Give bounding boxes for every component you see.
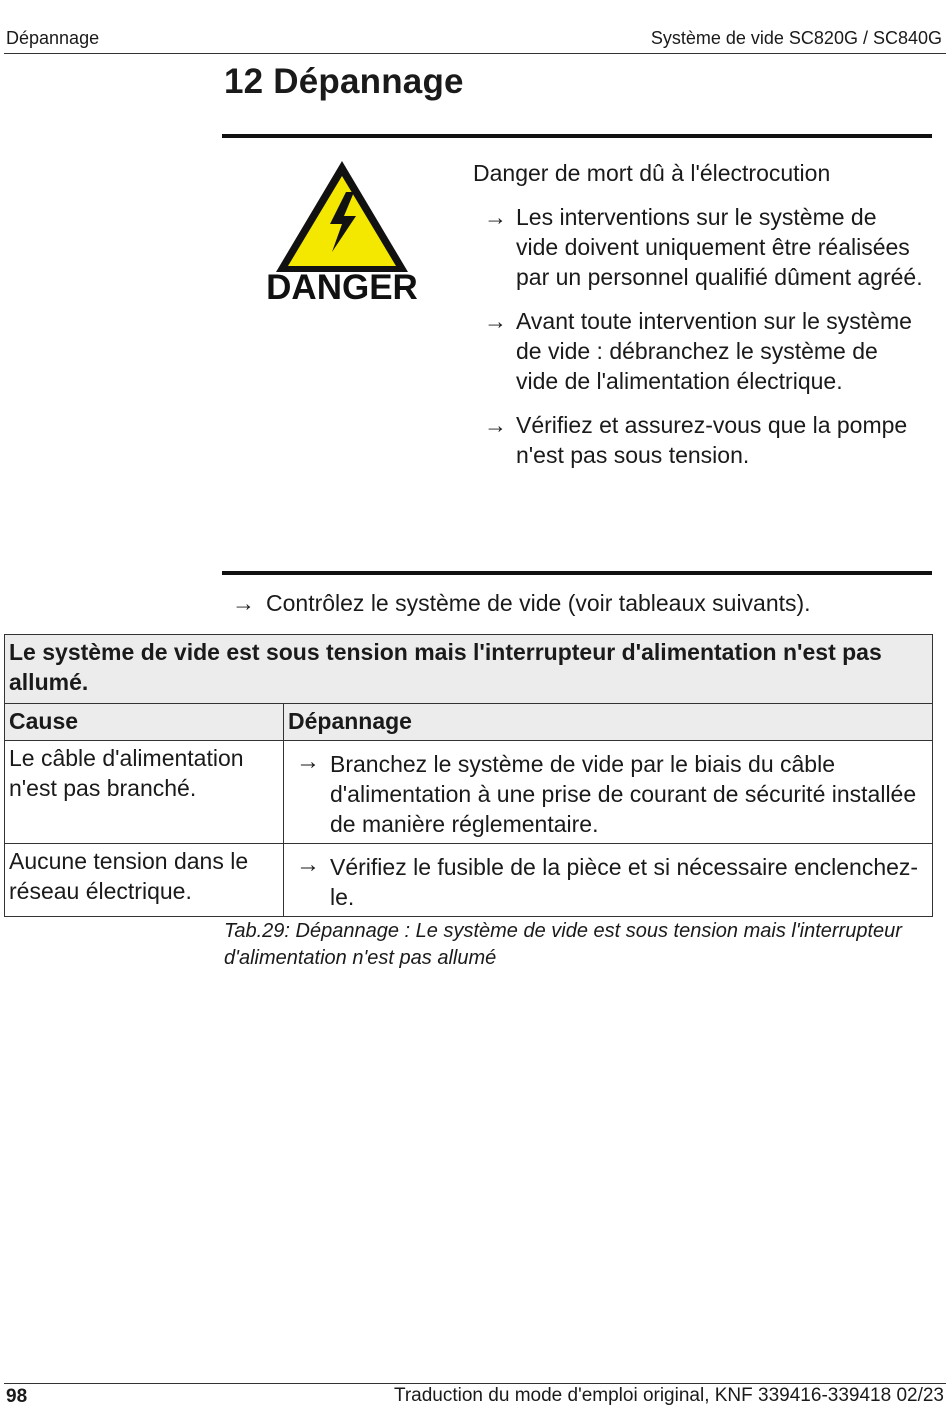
remedy-step <box>288 846 928 912</box>
table-caption: Tab.29: Dépannage : Le système de vide est sous tension mais l'interrupteur d'alimentation n'est pas allumé <box>224 920 902 969</box>
cause-cell: Le câble d'alimentation n'est pas branché. <box>5 741 284 844</box>
safety-measures-list <box>484 202 924 484</box>
remedy-cell <box>284 741 933 844</box>
table-row <box>5 844 933 917</box>
safety-measure-text: Vérifiez et assurez-vous que la pompe n'est pas sous tension. <box>516 412 908 468</box>
table-problem-heading: Le système de vide est sous tension mais l'interrupteur d'alimentation n'est pas allumé. <box>5 635 933 704</box>
remedy-step <box>288 743 928 839</box>
arrow-right-icon: → <box>296 851 320 878</box>
header-product-name: Système de vide SC820G / SC840G <box>650 28 942 48</box>
arrow-right-icon: → <box>232 590 255 616</box>
warning-title: Danger de mort dû à l'électrocution <box>473 160 831 186</box>
table-header-row <box>5 704 933 741</box>
arrow-right-icon: → <box>296 748 320 775</box>
cause-cell: Aucune tension dans le réseau électrique. <box>5 844 284 917</box>
footer-document-reference: Traduction du mode d'emploi original, KNF 339416-339418 02/23 <box>393 1385 944 1406</box>
remedy-text: Vérifiez le fusible de la pièce et si nécessaire enclenchez-le. <box>330 854 919 910</box>
table-caption-row <box>5 635 933 704</box>
instruction-text: Contrôlez le système de vide (voir tableaux suivants). <box>266 590 811 616</box>
header-section-title: Dépannage <box>6 28 100 48</box>
safety-measure-text: Avant toute intervention sur le système de vide : débranchez le système de vide de l'alimentation électrique. <box>516 308 912 394</box>
list-item <box>484 410 924 470</box>
warning-top-rule <box>222 134 932 138</box>
list-item <box>484 202 924 292</box>
table-row <box>5 741 933 844</box>
footer-divider <box>4 1383 946 1384</box>
remedy-cell <box>284 844 933 917</box>
troubleshooting-table <box>4 634 933 917</box>
warning-bottom-rule <box>222 571 932 575</box>
arrow-right-icon: → <box>484 204 507 230</box>
column-header-remedy: Dépannage <box>284 704 933 741</box>
page-number: 98 <box>6 1386 28 1407</box>
danger-signal-word: DANGER <box>266 268 418 307</box>
electrical-hazard-icon <box>272 158 412 276</box>
chapter-title: 12 Dépannage <box>224 62 464 101</box>
instruction-step <box>232 590 811 617</box>
arrow-right-icon: → <box>484 412 507 438</box>
remedy-text: Branchez le système de vide par le biais du câble d'alimentation à une prise de courant de sécurité installée de manière réglementaire. <box>330 751 917 837</box>
header-divider <box>4 53 946 54</box>
safety-measure-text: Les interventions sur le système de vide doivent uniquement être réalisées par un personnel qualifié dûment agréé. <box>516 204 923 290</box>
arrow-right-icon: → <box>484 308 507 334</box>
list-item <box>484 306 924 396</box>
column-header-cause: Cause <box>5 704 284 741</box>
